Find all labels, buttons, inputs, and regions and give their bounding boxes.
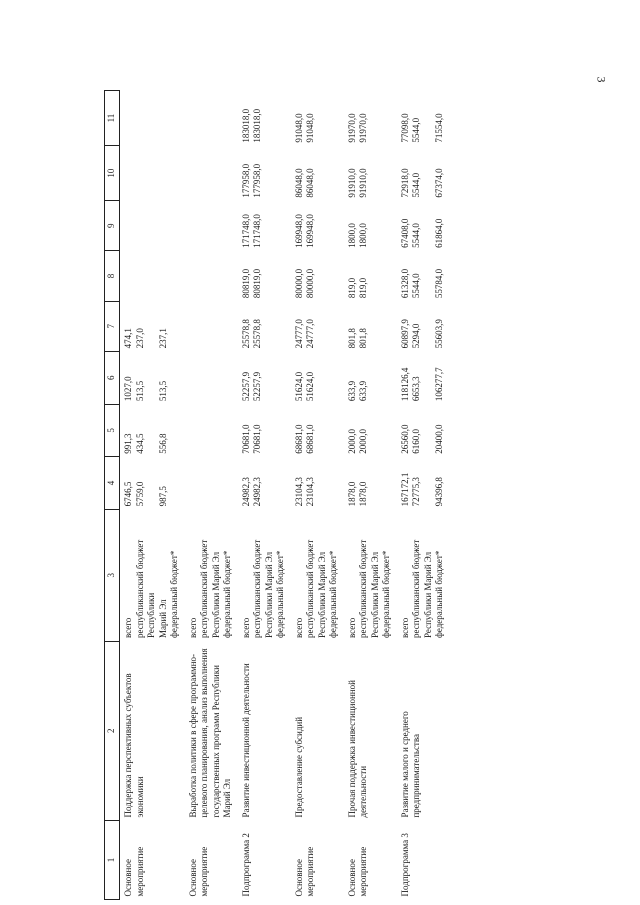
amount-value: 1800,0 — [358, 223, 369, 248]
budget-table — [104, 90, 450, 900]
amount-cell — [397, 301, 450, 351]
funding-source: республиканский бюджет Республики Марий Эл — [199, 539, 221, 639]
amount-value: 801,8 — [358, 328, 369, 349]
amount-value: 633,9 — [346, 380, 357, 402]
amount-value: 633,9 — [358, 380, 369, 402]
budget-table-rotated — [104, 90, 524, 900]
col-header: 10 — [105, 146, 120, 201]
col-header: 5 — [105, 404, 120, 457]
amount-cell — [238, 351, 291, 404]
amount-value: 91048,0 — [293, 113, 304, 143]
amount-value: 23104,3 — [293, 477, 304, 507]
amount-cell — [344, 404, 397, 457]
table-row — [291, 91, 344, 900]
col-header: 1 — [105, 821, 120, 900]
amount-value: 169948,0 — [305, 214, 316, 248]
funding-source: республиканский бюджет Республики Марий Эл — [411, 539, 433, 639]
funding-source: республиканский бюджет Республики — [134, 539, 157, 639]
amount-value: 1878,0 — [346, 481, 357, 507]
amount-cell — [344, 146, 397, 201]
amount-value: 86048,0 — [293, 168, 304, 198]
amount-value: 91910,0 — [358, 168, 369, 198]
row-type: Основное мероприятие — [187, 846, 210, 897]
amount-cell — [120, 351, 185, 404]
amount-value: 24777,0 — [305, 319, 316, 349]
amount-value: 177958,0 — [240, 163, 251, 198]
funding-source: всего — [187, 617, 198, 639]
amount-value: 819,0 — [358, 277, 369, 299]
col-header: 8 — [105, 251, 120, 301]
amount-cell — [397, 351, 450, 404]
funding-source: республиканский бюджет Республики Марий Эл — [305, 539, 327, 639]
amount-value: 51624,0 — [293, 371, 304, 402]
amount-value: 51624,0 — [305, 371, 316, 402]
amount-cell — [291, 404, 344, 457]
amount-value: 71554,0 — [434, 113, 445, 143]
amount-value: 237,0 — [134, 328, 145, 349]
amount-cell — [120, 404, 185, 457]
amount-cell — [185, 251, 238, 301]
amount-cell — [185, 146, 238, 201]
col-header: 6 — [105, 351, 120, 404]
amount-value: 72918,0 — [399, 168, 410, 198]
amount-value: 80819,0 — [240, 268, 251, 299]
funding-sources — [185, 509, 238, 641]
amount-value: 167172,1 — [399, 472, 410, 507]
amount-value: 24982,3 — [252, 477, 263, 507]
funding-sources — [238, 509, 291, 641]
row-name: Прочая поддержка инвестиционной деятельности — [346, 680, 369, 818]
amount-value: 70681,0 — [252, 424, 263, 454]
amount-value: 513,5 — [134, 380, 145, 402]
amount-value: 61328,0 — [399, 268, 410, 299]
funding-source: федеральный бюджет* — [328, 550, 339, 639]
amount-value: 67408,0 — [399, 218, 410, 248]
amount-cell — [238, 457, 291, 510]
amount-value: 106277,7 — [434, 367, 445, 402]
amount-value: 80819,0 — [252, 268, 263, 299]
amount-value: 177958,0 — [252, 163, 263, 198]
col-header: 4 — [105, 457, 120, 510]
amount-cell — [185, 301, 238, 351]
row-name: Выработка политики в сфере программно-целевого планирования, анализ выполнения государственных программ Республики Марий Эл — [187, 648, 233, 818]
funding-source: республиканский бюджет Республики Марий Эл — [252, 539, 274, 639]
amount-cell — [291, 146, 344, 201]
amount-value: 25578,8 — [252, 319, 263, 349]
amount-cell — [397, 201, 450, 251]
amount-value: 987,5 — [157, 486, 168, 507]
amount-cell — [238, 91, 291, 146]
amount-value: 171748,0 — [252, 214, 263, 248]
amount-cell — [238, 404, 291, 457]
amount-value: 474,1 — [123, 328, 133, 349]
amount-cell — [397, 146, 450, 201]
amount-cell — [291, 251, 344, 301]
funding-source: Марий Эл — [157, 599, 168, 639]
row-name: Поддержка перспективных субъектов экономики — [123, 673, 145, 818]
amount-cell — [291, 301, 344, 351]
row-type: Основное мероприятие — [293, 846, 316, 897]
amount-value: 91910,0 — [346, 168, 357, 198]
row-name: Развитие малого и среднего предпринимательства — [399, 711, 422, 818]
amount-value: 1027,0 — [123, 376, 133, 402]
amount-cell — [291, 201, 344, 251]
funding-sources — [344, 509, 397, 641]
amount-cell — [397, 91, 450, 146]
amount-cell — [344, 201, 397, 251]
amount-value: 70681,0 — [240, 424, 251, 454]
funding-source: республиканский бюджет Республики Марий Эл — [358, 539, 380, 639]
col-header: 11 — [105, 91, 120, 146]
amount-cell — [120, 457, 185, 510]
amount-value: 24982,3 — [240, 477, 251, 507]
amount-value: 86048,0 — [305, 168, 316, 198]
amount-value: 556,8 — [157, 433, 168, 454]
funding-source: всего — [346, 617, 357, 639]
amount-value: 1800,0 — [346, 223, 357, 248]
table-row — [120, 91, 185, 900]
amount-value: 23104,3 — [305, 477, 316, 507]
col-header: 9 — [105, 201, 120, 251]
amount-value: 2000,0 — [358, 428, 369, 454]
amount-cell — [397, 251, 450, 301]
page-number: 3 — [594, 76, 609, 83]
amount-cell — [120, 201, 185, 251]
amount-value: 169948,0 — [293, 214, 304, 248]
amount-value: 61864,0 — [434, 218, 445, 248]
table-row — [344, 91, 397, 900]
amount-cell — [238, 146, 291, 201]
amount-value: 80000,0 — [305, 268, 316, 299]
amount-cell — [238, 251, 291, 301]
column-number-header — [105, 91, 120, 900]
amount-value: 24777,0 — [293, 319, 304, 349]
amount-cell — [344, 91, 397, 146]
row-type: Основное мероприятие — [346, 846, 369, 897]
row-name: Развитие инвестиционной деятельности — [240, 663, 251, 818]
amount-value: 94396,8 — [434, 477, 445, 507]
amount-cell — [238, 301, 291, 351]
funding-source: федеральный бюджет* — [381, 550, 392, 639]
amount-cell — [185, 404, 238, 457]
amount-cell — [344, 251, 397, 301]
amount-value: 60897,9 — [399, 319, 410, 349]
amount-value: 6653,3 — [411, 376, 422, 402]
col-header: 3 — [105, 509, 120, 641]
amount-value: 91970,0 — [346, 113, 357, 143]
amount-value: 118126,4 — [399, 367, 410, 402]
amount-value: 2000,0 — [346, 428, 357, 454]
amount-value: 67374,0 — [434, 168, 445, 198]
amount-value: 72775,3 — [411, 477, 422, 507]
amount-value: 434,5 — [134, 433, 145, 454]
amount-value: 25578,8 — [240, 319, 251, 349]
amount-value: 26560,0 — [399, 424, 410, 454]
amount-cell — [344, 457, 397, 510]
amount-value: 171748,0 — [240, 214, 251, 248]
funding-sources — [120, 509, 185, 641]
row-name: Предоставление субсидий — [293, 716, 304, 818]
funding-sources — [397, 509, 450, 641]
amount-value: 77098,0 — [399, 113, 410, 143]
amount-value: 55784,0 — [434, 268, 445, 299]
amount-value: 68681,0 — [305, 424, 316, 454]
amount-value: 183018,0 — [240, 108, 251, 143]
amount-value: 52257,9 — [252, 371, 263, 402]
amount-cell — [291, 351, 344, 404]
amount-value: 6746,5 — [123, 481, 133, 507]
amount-cell — [397, 457, 450, 510]
amount-cell — [120, 146, 185, 201]
amount-value: 91970,0 — [358, 113, 369, 143]
funding-sources — [291, 509, 344, 641]
amount-cell — [185, 351, 238, 404]
amount-value: 5544,0 — [411, 273, 422, 299]
funding-source: всего — [293, 617, 304, 639]
amount-cell — [344, 301, 397, 351]
amount-value: 20400,0 — [434, 424, 445, 454]
funding-source: всего — [123, 617, 133, 639]
amount-value: 91048,0 — [305, 113, 316, 143]
col-header: 7 — [105, 301, 120, 351]
amount-cell — [185, 457, 238, 510]
funding-source: всего — [240, 617, 251, 639]
amount-value: 55603,9 — [434, 319, 445, 349]
funding-source: федеральный бюджет* — [434, 550, 445, 639]
amount-value: 801,8 — [346, 328, 357, 349]
amount-value: 5544,0 — [411, 172, 422, 198]
amount-value: 183018,0 — [252, 108, 263, 143]
amount-cell — [397, 404, 450, 457]
funding-source: федеральный бюджет* — [275, 550, 286, 639]
amount-cell — [120, 251, 185, 301]
amount-value: 5544,0 — [411, 117, 422, 143]
amount-value: 52257,9 — [240, 371, 251, 402]
amount-value: 1878,0 — [358, 481, 369, 507]
amount-value: 5294,0 — [411, 323, 422, 349]
row-type: Подпрограмма 3 — [399, 833, 410, 897]
table-body — [120, 91, 450, 900]
row-type: Основное мероприятие — [123, 846, 145, 897]
amount-value: 513,5 — [157, 380, 168, 402]
col-header: 2 — [105, 641, 120, 821]
amount-cell — [185, 91, 238, 146]
amount-value: 68681,0 — [293, 424, 304, 454]
amount-value: 5759,0 — [134, 481, 145, 507]
funding-source: всего — [399, 617, 410, 639]
amount-value: 6160,0 — [411, 428, 422, 454]
amount-cell — [185, 201, 238, 251]
funding-source: федеральный бюджет* — [222, 550, 233, 639]
table-row — [238, 91, 291, 900]
amount-cell — [120, 301, 185, 351]
amount-value: 5544,0 — [411, 223, 422, 248]
amount-cell — [238, 201, 291, 251]
amount-value: 237,1 — [157, 328, 168, 349]
amount-cell — [291, 91, 344, 146]
row-type: Подпрограмма 2 — [240, 833, 251, 897]
amount-value: 80000,0 — [293, 268, 304, 299]
funding-source: федеральный бюджет* — [169, 550, 180, 639]
table-row — [397, 91, 450, 900]
amount-cell — [120, 91, 185, 146]
table-row — [185, 91, 238, 900]
amount-cell — [344, 351, 397, 404]
amount-value: 819,0 — [346, 277, 357, 299]
amount-cell — [291, 457, 344, 510]
amount-value: 991,3 — [123, 433, 133, 454]
